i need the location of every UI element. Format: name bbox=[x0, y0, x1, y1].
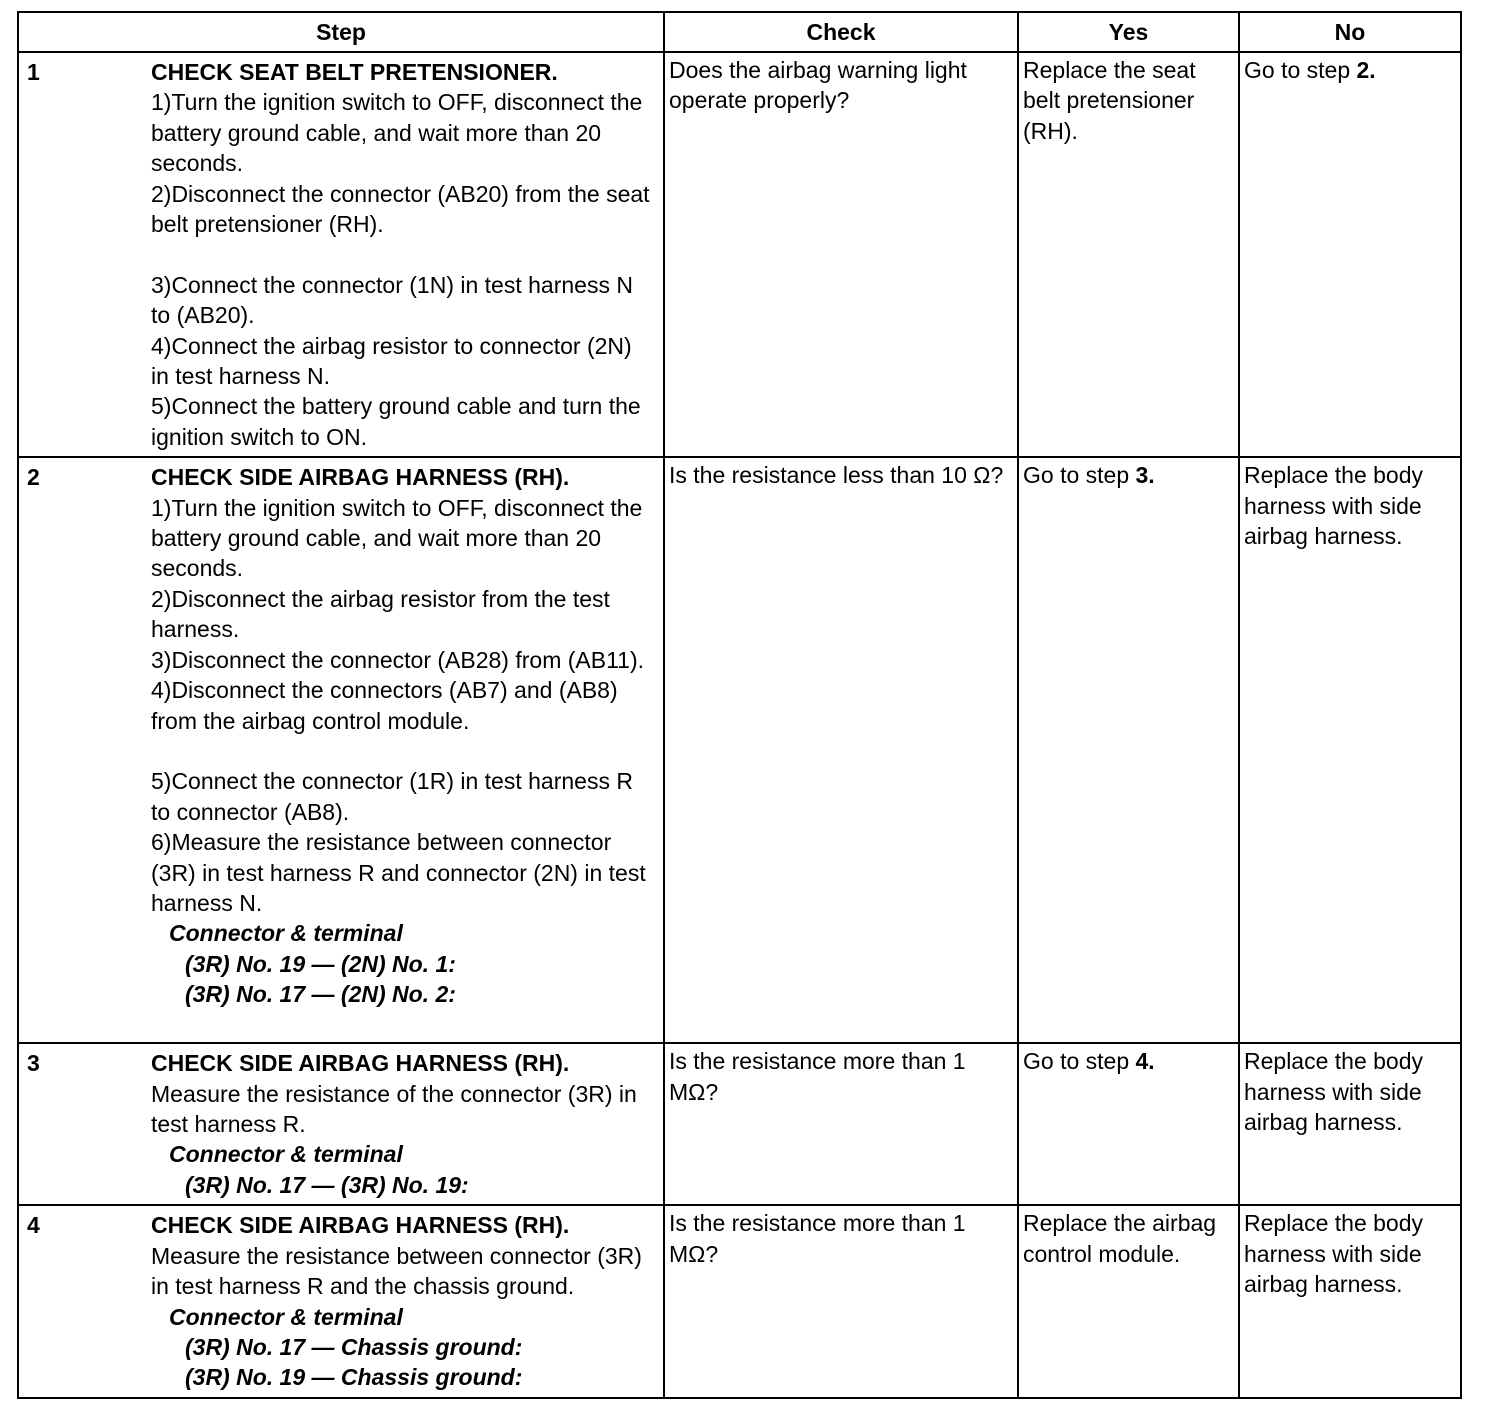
connector-terminal-item: (3R) No. 17 — (2N) No. 2: bbox=[185, 981, 456, 1008]
step-content bbox=[151, 1208, 659, 1394]
step-cell bbox=[18, 52, 664, 457]
check-cell: Is the resistance more than 1 MΩ? bbox=[664, 1205, 1018, 1397]
yes-prefix: Go to step bbox=[1023, 1048, 1136, 1075]
connector-terminal-item: (3R) No. 17 — (3R) No. 19: bbox=[185, 1171, 469, 1198]
connector-terminal-item: (3R) No. 19 — Chassis ground: bbox=[185, 1364, 523, 1391]
step-heading: CHECK SIDE AIRBAG HARNESS (RH). bbox=[151, 464, 570, 491]
step-heading: CHECK SIDE AIRBAG HARNESS (RH). bbox=[151, 1212, 570, 1239]
header-row bbox=[18, 12, 1461, 52]
step-number: 3 bbox=[27, 1050, 40, 1077]
instruction: 6)Measure the resistance between connector (3R) in test harness R and connector (2N) in test harness N. bbox=[151, 829, 646, 916]
header-yes: Yes bbox=[1018, 12, 1239, 52]
no-cell: Replace the body harness with side airbag harness. bbox=[1239, 1043, 1461, 1205]
connector-terminal-label: Connector & terminal bbox=[169, 1303, 403, 1330]
connector-terminal-item: (3R) No. 17 — Chassis ground: bbox=[185, 1333, 523, 1360]
no-cell: Replace the body harness with side airbag harness. bbox=[1239, 457, 1461, 1043]
header-step: Step bbox=[18, 12, 664, 52]
check-cell: Is the resistance less than 10 Ω? bbox=[664, 457, 1018, 1043]
instruction: Measure the resistance of the connector (3R) in test harness R. bbox=[151, 1080, 637, 1138]
no-step-ref: 2. bbox=[1356, 57, 1376, 83]
instruction: 1)Turn the ignition switch to OFF, disconnect the battery ground cable, and wait more than 20 seconds. bbox=[151, 89, 643, 177]
table-row bbox=[18, 457, 1461, 1043]
table-row bbox=[18, 52, 1461, 457]
spacer bbox=[151, 736, 655, 766]
check-cell: Does the airbag warning light operate properly? bbox=[664, 52, 1018, 457]
header-check: Check bbox=[664, 12, 1018, 52]
yes-step-ref: 4. bbox=[1135, 1048, 1155, 1075]
spacer bbox=[151, 239, 655, 269]
header-no: No bbox=[1239, 12, 1461, 52]
step-content bbox=[151, 1046, 659, 1202]
yes-cell: Replace the airbag control module. bbox=[1018, 1205, 1239, 1397]
instruction: 5)Connect the connector (1R) in test harness R to connector (AB8). bbox=[151, 768, 633, 825]
yes-step-ref: 3. bbox=[1135, 462, 1155, 489]
step-number: 1 bbox=[27, 59, 40, 85]
step-cell bbox=[18, 1043, 664, 1205]
no-cell: Replace the body harness with side airbag harness. bbox=[1239, 1205, 1461, 1397]
instruction: 2)Disconnect the airbag resistor from the test harness. bbox=[151, 585, 610, 643]
step-cell bbox=[18, 457, 664, 1043]
step-content bbox=[151, 460, 659, 1011]
step-heading: CHECK SIDE AIRBAG HARNESS (RH). bbox=[151, 1050, 570, 1077]
yes-prefix: Go to step bbox=[1023, 462, 1136, 489]
connector-terminal-item: (3R) No. 19 — (2N) No. 1: bbox=[185, 950, 456, 977]
instruction: 4)Connect the airbag resistor to connector (2N) in test harness N. bbox=[151, 332, 632, 390]
instruction: 4)Disconnect the connectors (AB7) and (AB8) from the airbag control module. bbox=[151, 677, 618, 734]
diagnostic-table bbox=[17, 11, 1462, 1399]
instruction: 2)Disconnect the connector (AB20) from the seat belt pretensioner (RH). bbox=[151, 180, 650, 238]
step-content bbox=[151, 55, 659, 454]
step-cell bbox=[18, 1205, 664, 1397]
instruction: 3)Disconnect the connector (AB28) from (AB11). bbox=[151, 646, 645, 673]
yes-cell: Replace the seat belt pretensioner (RH). bbox=[1018, 52, 1239, 457]
no-prefix: Go to step bbox=[1244, 57, 1357, 83]
table-row bbox=[18, 1205, 1461, 1397]
instruction: 5)Connect the battery ground cable and turn the ignition switch to ON. bbox=[151, 393, 641, 450]
instruction: 1)Turn the ignition switch to OFF, disconnect the battery ground cable, and wait more than 20 seconds. bbox=[151, 494, 643, 582]
no-cell bbox=[1239, 52, 1461, 457]
instruction: 3)Connect the connector (1N) in test harness N to (AB20). bbox=[151, 271, 633, 329]
yes-cell bbox=[1018, 1043, 1239, 1205]
step-number: 2 bbox=[27, 464, 40, 491]
step-number: 4 bbox=[27, 1212, 40, 1239]
connector-terminal-label: Connector & terminal bbox=[169, 920, 403, 947]
connector-terminal-label: Connector & terminal bbox=[169, 1141, 403, 1168]
step-heading: CHECK SEAT BELT PRETENSIONER. bbox=[151, 59, 558, 85]
yes-cell bbox=[1018, 457, 1239, 1043]
instruction: Measure the resistance between connector (3R) in test harness R and the chassis ground. bbox=[151, 1242, 642, 1300]
check-cell: Is the resistance more than 1 MΩ? bbox=[664, 1043, 1018, 1205]
table-row bbox=[18, 1043, 1461, 1205]
